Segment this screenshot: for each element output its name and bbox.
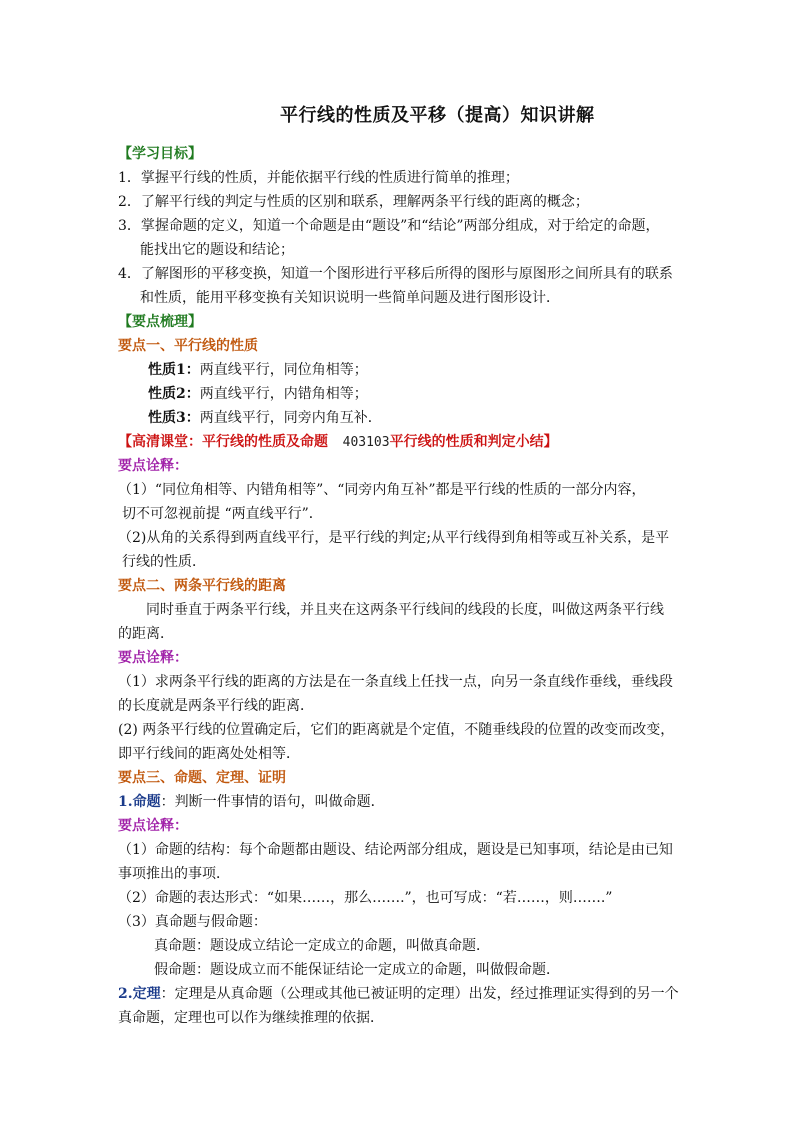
- page-title: 平行线的性质及平移（提高）知识讲解: [280, 105, 595, 126]
- distance-definition-line-1: 同时垂直于两条平行线，并且夹在这两条平行线间的线段的长度，叫做这两条平行线: [146, 602, 664, 618]
- goal-3-line-1: 3．掌握命题的定义，知道一个命题是由“题设”和“结论”两部分组成，对于给定的命题，: [118, 218, 660, 234]
- property-3-label: 性质3：: [148, 410, 200, 426]
- goal-3-line-2: 能找出它的题设和结论；: [140, 242, 294, 258]
- section-2-note-2-line-1: (2) 两条平行线的位置确定后，它们的距离就是个定值，不随垂线段的位置的改变而改变，: [118, 722, 675, 738]
- section-2-heading: 要点二、两条平行线的距离: [118, 578, 286, 594]
- section-3-note-1-line-2: 事项推出的事项．: [118, 866, 230, 882]
- section-3-note-3: （3）真命题与假命题：: [118, 914, 267, 930]
- section-2-note-1-line-2: 的长度就是两条平行线的距离．: [118, 698, 314, 714]
- proposition-label: 1.命题: [118, 794, 161, 810]
- false-proposition-definition: 假命题：题设成立而不能保证结论一定成立的命题，叫做假命题．: [154, 962, 560, 978]
- property-3-text: 两直线平行，同旁内角互补．: [199, 410, 382, 426]
- theorem-definition-line-1: [118, 984, 679, 1004]
- theorem-text: ：定理是从真命题（公理或其他已被证明的定理）出发，经过推理证实得到的另一个: [160, 986, 679, 1002]
- section-1-note-1-line-1: （1）“同位角相等、内错角相等”、“同旁内角互补”都是平行线的性质的一部分内容，: [118, 482, 646, 498]
- goal-1: 1．掌握平行线的性质，并能依据平行线的性质进行简单的推理；: [118, 170, 519, 186]
- property-2-label: 性质2：: [148, 386, 200, 402]
- section-3-note-heading: 要点诠释：: [118, 818, 188, 834]
- section-3-heading: 要点三、命题、定理、证明: [118, 770, 286, 786]
- section-3-note-2: （2）命题的表达形式：“如果……，那么…….”，也可写成：“若……，则…….”: [118, 890, 613, 906]
- section-1-heading: 要点一、平行线的性质: [118, 338, 258, 354]
- property-1-label: 性质1：: [148, 362, 200, 378]
- hd-class-subtitle: 平行线的性质和判定小结】: [389, 434, 558, 450]
- true-proposition-definition: 真命题：题设成立结论一定成立的命题，叫做真命题．: [154, 938, 490, 954]
- goal-4-line-1: 4．了解图形的平移变换，知道一个图形进行平移后所得的图形与原图形之间所具有的联系: [118, 266, 673, 282]
- theorem-definition-line-2: 真命题，定理也可以作为继续推理的依据．: [118, 1010, 384, 1026]
- proposition-text: ：判断一件事情的语句，叫做命题．: [160, 794, 385, 810]
- proposition-definition: [118, 792, 385, 812]
- section-2-note-2-line-2: 即平行线间的距离处处相等．: [118, 746, 300, 762]
- hd-class-code: 403103: [342, 435, 390, 450]
- property-1: [148, 360, 368, 380]
- distance-definition-line-2: 的距离．: [118, 626, 174, 642]
- section-1-note-2-line-1: （2)从角的关系得到两直线平行，是平行线的判定;从平行线得到角相等或互补关系，是平: [118, 530, 670, 546]
- learning-goals-heading: 【学习目标】: [118, 146, 202, 162]
- theorem-label: 2.定理: [118, 986, 161, 1002]
- section-1-note-heading: 要点诠释：: [118, 458, 188, 474]
- section-2-note-heading: 要点诠释：: [118, 650, 188, 666]
- section-1-note-1-line-2: 切不可忽视前提 “两直线平行”．: [122, 506, 323, 522]
- goal-2: 2．了解平行线的判定与性质的区别和联系，理解两条平行线的距离的概念；: [118, 194, 589, 210]
- hd-class-title: 【高清课堂：平行线的性质及命题: [118, 434, 328, 450]
- section-1-note-2-line-2: 行线的性质．: [122, 554, 206, 570]
- property-2: [148, 384, 368, 404]
- property-3: [148, 408, 382, 428]
- hd-class-reference: [118, 432, 558, 453]
- section-3-note-1-line-1: （1）命题的结构：每个命题都由题设、结论两部分组成，题设是已知事项，结论是由已知: [118, 842, 673, 858]
- goal-4-line-2: 和性质，能用平移变换有关知识说明一些简单问题及进行图形设计．: [140, 290, 560, 306]
- section-2-note-1-line-1: （1）求两条平行线的距离的方法是在一条直线上任找一点，向另一条直线作垂线，垂线段: [118, 674, 673, 690]
- key-points-heading: 【要点梳理】: [118, 314, 202, 330]
- property-1-text: 两直线平行，同位角相等；: [199, 362, 368, 378]
- property-2-text: 两直线平行，内错角相等；: [199, 386, 368, 402]
